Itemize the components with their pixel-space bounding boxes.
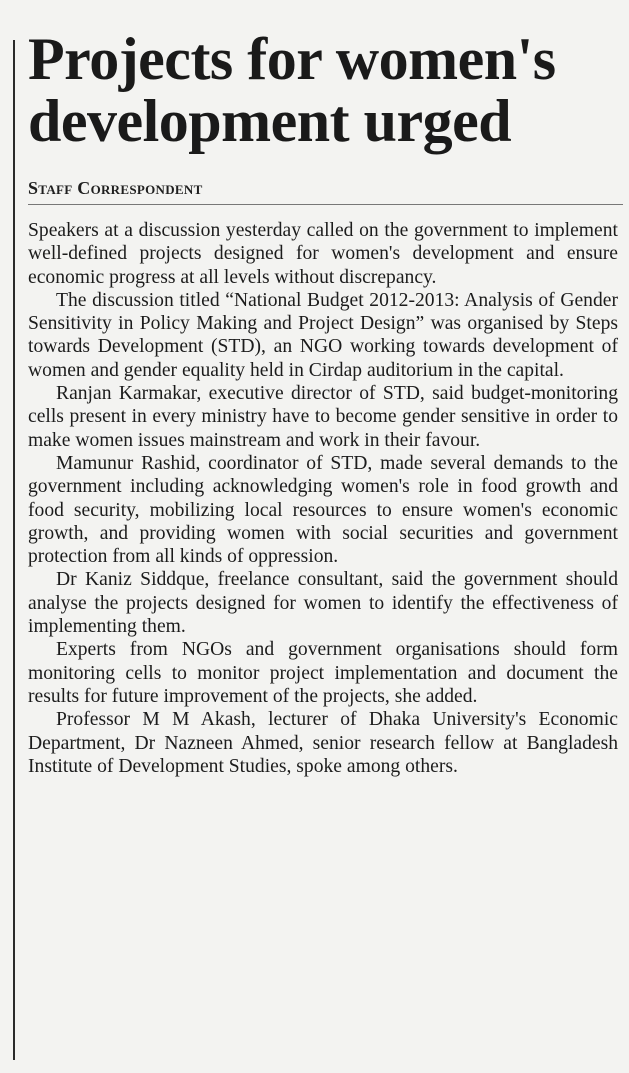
paragraph: Mamunur Rashid, coordinator of STD, made several demands to the government including acknowledging women's role in food growth and food security, mobilizing local resources to ensure women's economic growth, and providing women with social securities and government protection from all kinds of oppression. [28, 452, 618, 568]
paragraph: Dr Kaniz Siddque, freelance consultant, said the government should analyse the projects designed for women to identify the effectiveness of implementing them. [28, 569, 618, 638]
news-article [28, 28, 618, 778]
byline-divider [28, 204, 623, 205]
headline-line-2: development urged [28, 88, 512, 154]
byline: Staff Correspondent [28, 178, 203, 198]
paragraph: The discussion titled “National Budget 2012-2013: Analysis of Gender Sensitivity in Policy Making and Project Design” was organised by Steps towards Development (STD), an NGO working towards development of women and gender equality held in Cirdap auditorium in the capital. [28, 289, 618, 381]
article-body [28, 219, 618, 778]
paragraph: Speakers at a discussion yesterday called on the government to implement well-defined projects designed for women's development and ensure economic progress at all levels without discrepancy. [28, 220, 618, 288]
paragraph: Experts from NGOs and government organisations should form monitoring cells to monitor project implementation and document the results for future improvement of the projects, she added. [28, 639, 618, 707]
headline [28, 28, 618, 152]
column-rule [13, 40, 15, 1060]
headline-line-1: Projects for women's [28, 26, 556, 92]
paragraph: Professor M M Akash, lecturer of Dhaka University's Economic Department, Dr Nazneen Ahmed, senior research fellow at Bangladesh Institute of Development Studies, spoke among others. [28, 709, 618, 777]
paragraph: Ranjan Karmakar, executive director of STD, said budget-monitoring cells present in every ministry have to become gender sensitive in order to make women issues mainstream and work in their favour. [28, 383, 618, 451]
